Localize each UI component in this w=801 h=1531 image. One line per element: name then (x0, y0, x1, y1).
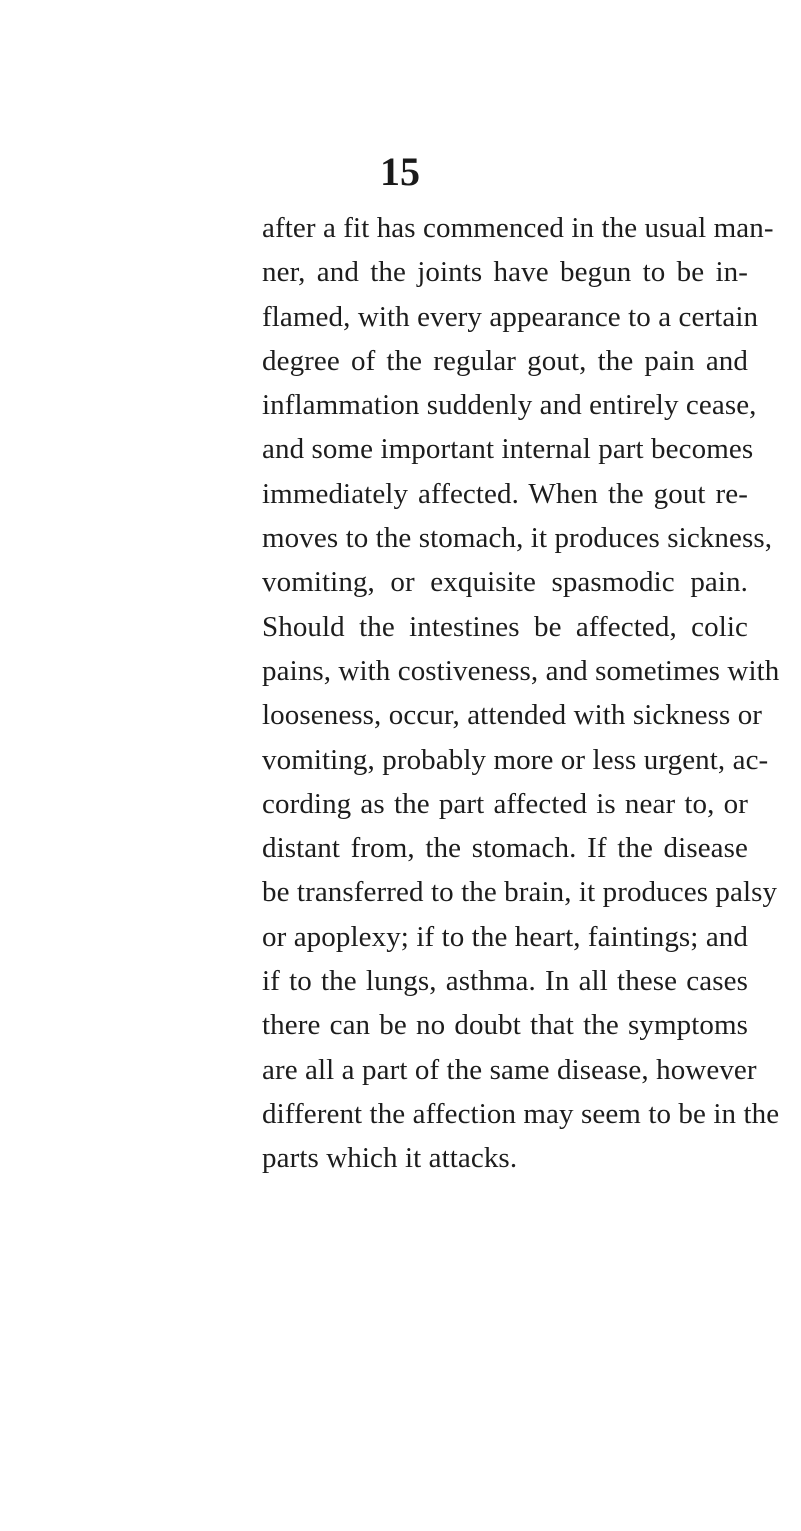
text-line: pains, with costiveness, and sometimes with (262, 654, 780, 687)
text-line: different the affection may seem to be in the (262, 1097, 780, 1130)
text-line: after a fit has commenced in the usual man- (262, 212, 774, 244)
text-line: vomiting, probably more or less urgent, ac- (262, 743, 769, 776)
text-line: inflammation suddenly and entirely cease, (262, 389, 757, 422)
text-line: moves to the stomach, it produces sickness, (262, 522, 773, 555)
text-line: Should the intestines be affected, colic (262, 610, 748, 643)
text-line: distant from, the stomach. If the disease (262, 832, 748, 865)
text-line: flamed, with every appearance to a certain (262, 300, 759, 333)
text-line: and some important internal part becomes (262, 433, 754, 466)
text-line: if to the lungs, asthma. In all these cases (262, 965, 748, 998)
text-line: looseness, occur, attended with sickness or (262, 699, 763, 732)
page-number: 15 (380, 149, 420, 194)
text-line: there can be no doubt that the symptoms (262, 1009, 748, 1042)
text-line: be transferred to the brain, it produces palsy (262, 876, 778, 909)
text-line: are all a part of the same disease, however (262, 1053, 757, 1086)
text-line: vomiting, or exquisite spasmodic pain. (262, 566, 748, 599)
text-line: ner, and the joints have begun to be in- (262, 256, 748, 289)
text-line: cording as the part affected is near to, or (262, 787, 748, 820)
body-text (262, 206, 780, 1181)
text-line: immediately affected. When the gout re- (262, 477, 748, 510)
text-line: parts which it attacks. (262, 1142, 518, 1175)
text-line: or apoplexy; if to the heart, faintings; and (262, 920, 748, 953)
text-line: degree of the regular gout, the pain and (262, 344, 748, 377)
